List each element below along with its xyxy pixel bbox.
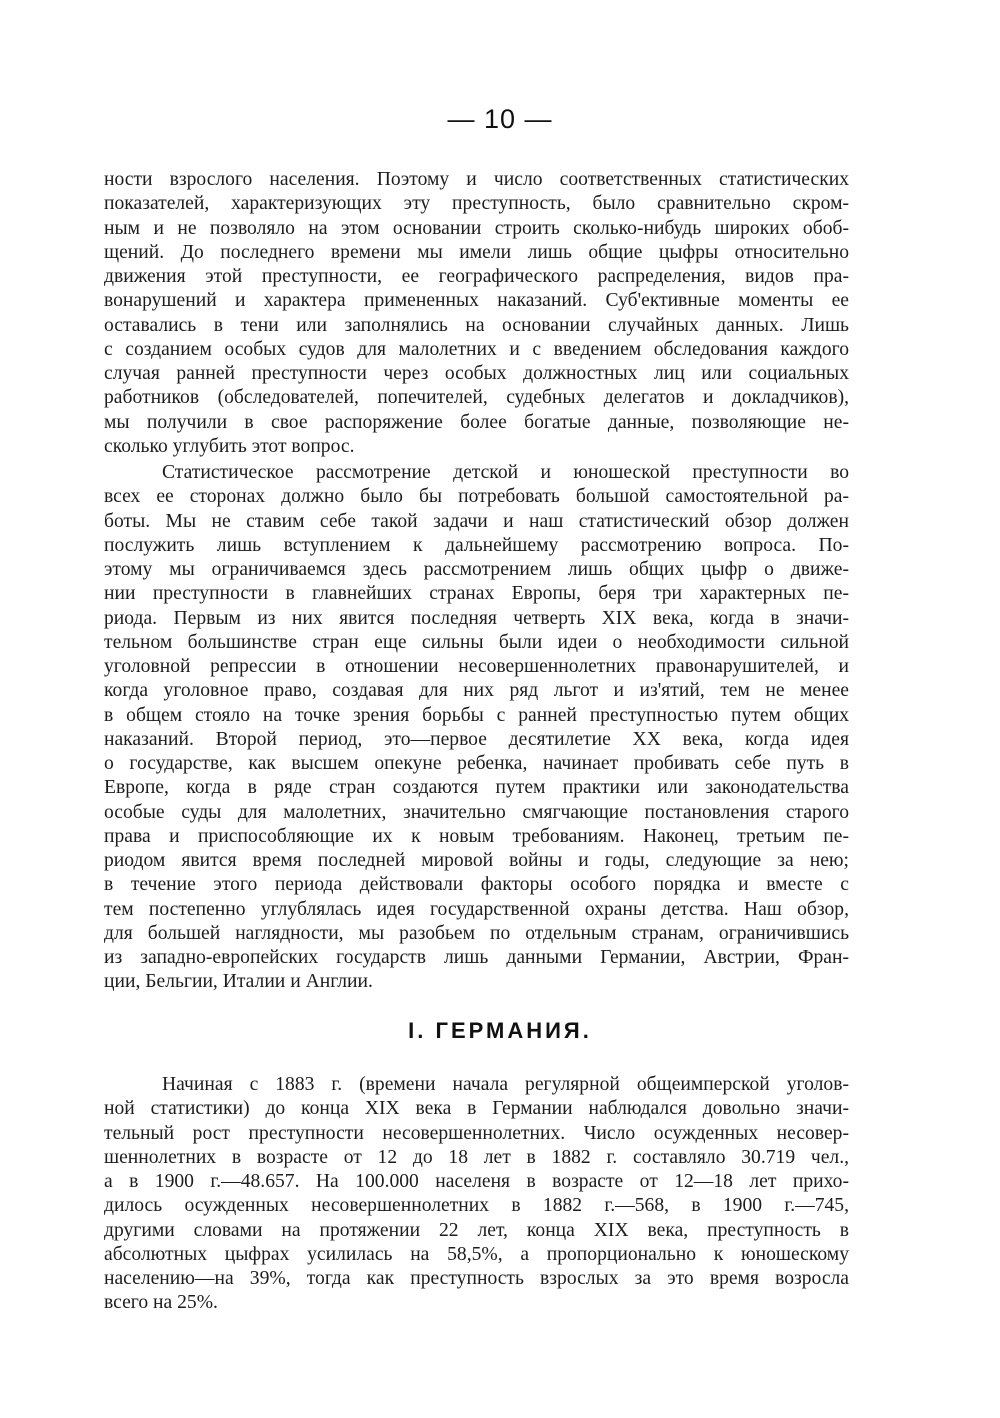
text-line: шеннолетних в возрасте от 12 до 18 лет в 1882 г. составляло 30.719 чел.,: [104, 1146, 849, 1168]
text-line: всего на 25%.: [104, 1292, 218, 1314]
text-line: показателей, характеризующих эту преступность, было сравнительно скром-: [104, 193, 849, 215]
text-line: с созданием особых судов для малолетних и с введением обследования каждого: [104, 338, 849, 360]
text-line: боты. Мы не ставим себе такой задачи и наш статистический обзор должен: [104, 510, 849, 532]
text-line: наказаний. Второй период, это—первое десятилетие XX века, когда идея: [104, 728, 849, 750]
text-line: оставались в тени или заполнялись на основании случайных данных. Лишь: [104, 314, 849, 336]
text-line: другими словами на протяжении 22 лет, конца XIX века, преступность в: [104, 1219, 849, 1241]
text-line: тельный рост преступности несовершеннолетних. Число осужденных несовер-: [104, 1122, 849, 1144]
text-line: уголовной репрессии в отношении несовершеннолетних правонарушителей, и: [104, 656, 849, 677]
text-line: дилось осужденных несовершеннолетних в 1882 г.—568, в 1900 г.—745,: [104, 1195, 849, 1217]
text-line: особые суды для малолетних, значительно смягчающие постановления старого: [104, 801, 849, 823]
page-number: — 10 —: [447, 104, 553, 134]
paragraph-germany: [104, 1073, 849, 1316]
text-line: в течение этого периода действовали факторы особого порядка и вместе с: [104, 874, 849, 896]
text-line: риодом явится время последней мировой войны и годы, следующие за нею;: [104, 850, 849, 871]
text-line: Начиная с 1883 г. (времени начала регулярной общеимперской уголов-: [162, 1074, 849, 1095]
text-line: мы получили в свое распоряжение более богатые данные, позволяющие не-: [104, 411, 849, 433]
text-line: о государстве, как высшем опекуне ребенка, начинает пробивать себе путь в: [104, 753, 849, 774]
text-line: ной статистики) до конца XIX века в Германии наблюдался довольно значи-: [104, 1098, 849, 1120]
text-line: ным и не позволяло на этом основании строить сколько-нибудь широких обоб-: [104, 217, 849, 239]
text-line: риода. Первым из них явится последняя четверть XIX века, когда в значи-: [104, 607, 849, 629]
text-line: из западно-европейских государств лишь данными Германии, Австрии, Фран-: [104, 947, 849, 968]
text-line: послужить лишь вступлением к дальнейшему рассмотрению вопроса. По-: [104, 534, 849, 556]
text-line: ции, Бельгии, Италии и Англии.: [104, 971, 373, 993]
text-line: в общем стояло на точке зрения борьбы с ранней преступностью путем общих: [104, 704, 849, 726]
text-line: Европе, когда в ряде стран создаются путем практики или законодательства: [104, 777, 849, 799]
section-heading: I. ГЕРМАНИЯ.: [408, 1018, 592, 1043]
text-line: щений. До последнего времени мы имели лишь общие цыфры относительно: [104, 241, 849, 263]
text-line: населению—на 39%, тогда как преступность взрослых за это время возросла: [104, 1268, 849, 1289]
text-line: когда уголовное право, создавая для них ряд льгот и из'ятий, тем не менее: [104, 680, 849, 702]
text-line: случая ранней преступности через особых должностных лиц или социальных: [104, 363, 849, 384]
text-line: абсолютных цыфрах усилилась на 58,5%, а пропорционально к юношескому: [104, 1243, 849, 1265]
text-line: тельном большинстве стран еще сильны были идеи о необходимости сильной: [104, 631, 849, 653]
text-line: всех ее сторонах должно было бы потребовать большой самостоятельной ра-: [104, 486, 849, 508]
text-line: для большей наглядности, мы разобьем по отдельным странам, ограничившись: [104, 922, 849, 944]
text-line: сколько углубить этот вопрос.: [104, 435, 355, 457]
text-line: этому мы ограничиваемся здесь рассмотрением лишь общих цыфр о движе-: [104, 559, 849, 580]
text-line: работников (обследователей, попечителей, судебных делегатов и докладчиков),: [104, 387, 849, 409]
text-line: вонарушений и характера примененных наказаний. Суб'ективные моменты ее: [104, 290, 849, 312]
paragraph-continuation: [104, 168, 849, 459]
text-line: нии преступности в главнейших странах Европы, беря три характерных пе-: [104, 583, 849, 605]
text-line: а в 1900 г.—48.657. На 100.000 населеня в возрасте от 12—18 лет прихо-: [104, 1171, 849, 1192]
text-line: тем постепенно углублялась идея государственной охраны детства. Наш обзор,: [104, 898, 849, 920]
text-line: Статистическое рассмотрение детской и юношеской преступности во: [162, 462, 849, 483]
paragraph-statistical-review: [104, 461, 849, 995]
text-line: движения этой преступности, ее географического распределения, видов пра-: [104, 266, 849, 287]
text-line: права и приспособляющие их к новым требованиям. Наконец, третьим пе-: [104, 825, 849, 847]
text-line: ности взрослого населения. Поэтому и число соответственных статистических: [104, 169, 849, 190]
